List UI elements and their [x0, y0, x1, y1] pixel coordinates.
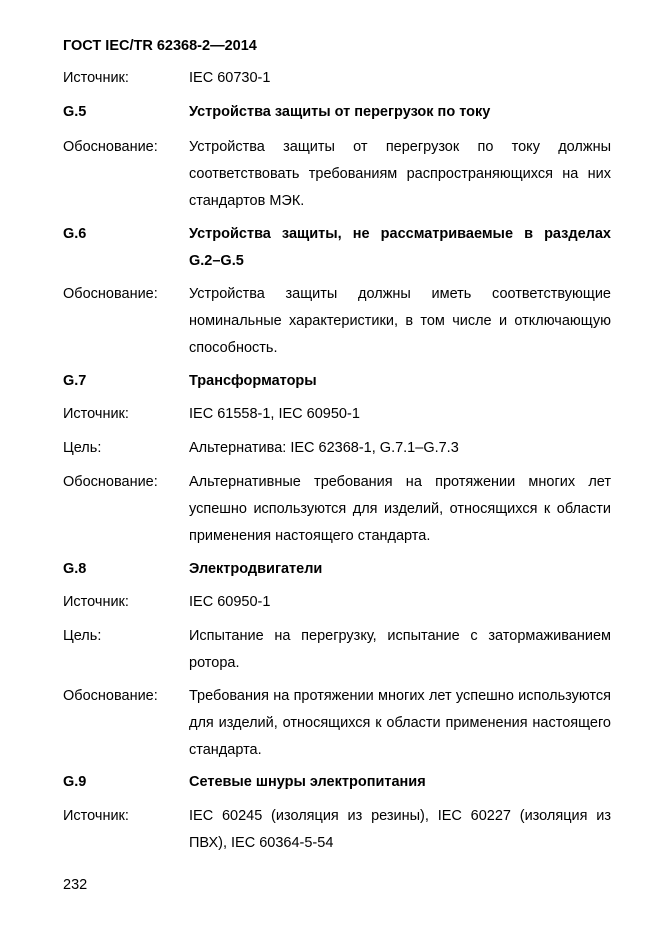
section-title: Сетевые шнуры электропитания: [189, 774, 426, 790]
entry-text: IEC 60950-1: [189, 594, 271, 610]
entry-label: Цель:: [63, 628, 102, 644]
entry-text: Требования на протяжении многих лет успешно используются для изделий, относящихся к области применения настоящего стандарта.: [189, 688, 611, 758]
entry-text: IEC 61558-1, IEC 60950-1: [189, 406, 360, 422]
section-title: Электродвигатели: [189, 561, 323, 577]
section-title: Трансформаторы: [189, 373, 317, 389]
section-number: G.8: [63, 561, 87, 577]
section-title: Устройства защиты от перегрузок по току: [189, 104, 491, 120]
section-number: G.6: [63, 226, 87, 242]
section-number: G.9: [63, 774, 87, 790]
entry-text: IEC 60245 (изоляция из резины), IEC 60227 (изоляция из ПВХ), IEC 60364-5-54: [189, 808, 611, 851]
entry-label: Обоснование:: [63, 474, 158, 490]
entry-label: Обоснование:: [63, 286, 158, 302]
entry-text: Альтернативные требования на протяжении многих лет успешно используются для изделий, относящихся к области применения настоящего стандарта.: [189, 474, 611, 544]
section-number: G.7: [63, 373, 87, 389]
entry-text: Альтернатива: IEC 62368-1, G.7.1–G.7.3: [189, 440, 459, 456]
entry-label: Обоснование:: [63, 688, 158, 704]
entry-label: Источник:: [63, 70, 129, 86]
entry-label: Обоснование:: [63, 139, 158, 155]
entry-label: Источник:: [63, 808, 129, 824]
entry-text: Устройства защиты должны иметь соответствующие номинальные характеристики, в том числе и отключающую способность.: [189, 286, 611, 356]
entry-text: Устройства защиты от перегрузок по току должны соответствовать требованиям распространяющихся на них стандартов МЭК.: [189, 139, 611, 209]
entry-label: Источник:: [63, 406, 129, 422]
entry-label: Цель:: [63, 440, 102, 456]
entry-text: Испытание на перегрузку, испытание с затормаживанием ротора.: [189, 628, 611, 671]
page-number: 232: [63, 877, 88, 893]
entry-label: Источник:: [63, 594, 129, 610]
section-number: G.5: [63, 104, 87, 120]
document-header: ГОСТ IEC/TR 62368-2—2014: [63, 38, 257, 54]
section-title: Устройства защиты, не рассматриваемые в разделах G.2–G.5: [189, 226, 611, 269]
entry-text: IEC 60730-1: [189, 70, 271, 86]
